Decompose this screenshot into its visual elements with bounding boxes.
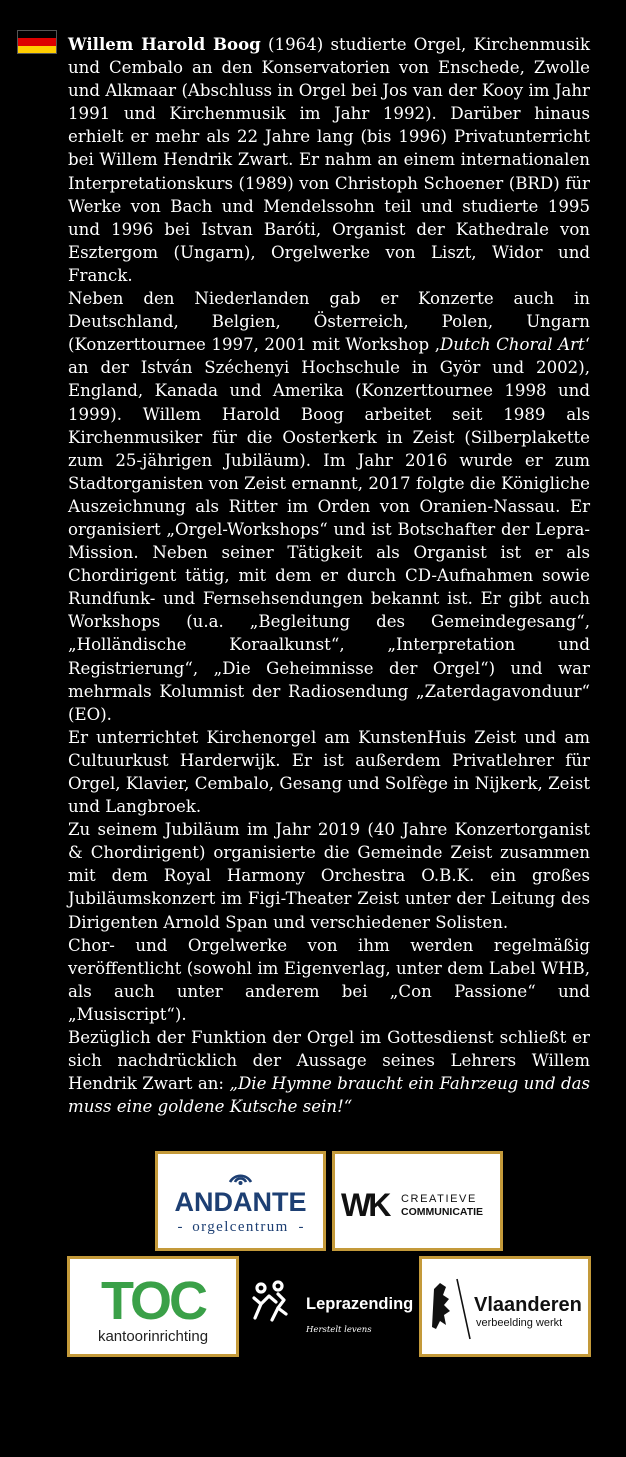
andante-logo[interactable]	[155, 1151, 326, 1251]
vlaanderen-name: Vlaanderen	[474, 1294, 582, 1316]
bio-paragraph-6: Bezüglich der Funktion der Orgel im Gottesdienst schließt er sich nachdrücklich der Aussage seines Lehrers Willem Hendrik Zwart an: „Die Hymne braucht ein Fahrzeug und das muss eine goldene Kutsche sein!“	[68, 1028, 590, 1117]
toc-logo-graphic	[70, 1259, 236, 1354]
andante-sub-dash-left: -	[177, 1219, 183, 1235]
wk-line1: CREATIEVE	[401, 1193, 477, 1205]
leprazending-figures-icon	[254, 1282, 286, 1320]
bio-paragraph-5: Chor- und Orgelwerke von ihm werden regelmäßig veröffentlicht (sowohl im Eigenverlag, unter dem Label WHB, als auch unter anderem bei „Con Passione“ und „Musiscript“).	[68, 935, 590, 1024]
flag-stripe-red	[18, 38, 56, 45]
bio-paragraph-4: Zu seinem Jubiläum im Jahr 2019 (40 Jahre Konzertorganist & Chordirigent) organisierte die Gemeinde Zeist zusammen mit dem Royal Harmony Orchestra O.B.K. ein großes Jubiläumskonzert im Figi-Theater Zeist unter der Leitung des Dirigenten Arnold Span und verschiedener Solisten.	[68, 820, 590, 932]
bio-paragraph-1: Willem Harold Boog (1964) studierte Orgel, Kirchenmusik und Cembalo an den Konservatorien von Enschede, Zwolle und Alkmaar (Abschluss in Orgel bei Jos van der Kooy im Jahr 1991 und Kirchenmusik im Jahr 1992). Darüber hinaus erhielt er mehr als 22 Jahre lang (bis 1996) Privatunterricht bei Willem Hendrik Zwart. Er nahm an einem internationalen Interpretationskurs (1989) von Christoph Schoener (BRD) für Werke von Bach und Mendelssohn teil und studierte 1995 und 1996 bei Istvan Baróti, Organist der Kathedrale von Esztergom (Ungarn), Orgelwerke von Liszt, Widor und Franck.	[68, 34, 590, 285]
toc-kantoorinrichting-logo[interactable]	[67, 1256, 239, 1357]
vlaanderen-logo[interactable]	[419, 1256, 591, 1357]
vlaanderen-divider	[457, 1279, 470, 1339]
quote: „Die Hymne braucht ein Fahrzeug und das muss eine goldene Kutsche sein!“	[68, 1074, 590, 1117]
flemish-lion-icon	[432, 1283, 450, 1329]
flag-stripe-gold	[18, 46, 56, 53]
leprazending-logo-graphic	[244, 1262, 414, 1352]
flag-stripe-black	[18, 31, 56, 38]
wk-mark: WK	[341, 1187, 389, 1223]
wk-logo-graphic	[335, 1154, 500, 1248]
bio-paragraph-2: Neben den Niederlanden gab er Konzerte auch in Deutschland, Belgien, Österreich, Polen, Ungarn (Konzerttournee 1997, 2001 mit Workshop ‚Dutch Choral Art‘ an der István Széchenyi Hochschule in Györ und 2002), England, Kanada und Amerika (Konzerttournee 1998 und 1999). Willem Harold Boog arbeitet seit 1989 als Kirchenmusiker für die Oosterkerk in Zeist (Silberplakette zum 25-jährigen Jubiläum). Im Jahr 2016 wurde er zum Stadtorganisten von Zeist ernannt, 2017 folgte die Königliche Auszeichnung als Ritter im Orden von Oranien-Nassau. Er organisiert „Orgel-Workshops“ und ist Botschafter der Lepra-Mission. Neben seiner Tätigkeit als Organist ist er als Chordirigent tätig, mit dem er durch CD-Aufnahmen sowie Rundfunk- und Fernsehsendungen bekannt ist. Er gibt auch Workshops (u.a. „Begleitung des Gemeindegesang“, „Holländische Koraalkunst“, „Interpretation und Registrierung“, „Die Geheimnisse der Orgel“) und war mehrmals Kolumnist der Radiosendung „Zaterdagavonduur“ (EO).	[68, 289, 590, 724]
vlaanderen-logo-graphic	[422, 1259, 588, 1354]
leprazending-logo[interactable]	[244, 1262, 414, 1352]
leprazending-tagline: Herstelt levens	[306, 1325, 372, 1335]
vlaanderen-tagline: verbeelding werkt	[476, 1317, 563, 1329]
biography-text	[68, 33, 590, 1118]
andante-sub-dash-right: -	[298, 1219, 304, 1235]
toc-name: TOC	[100, 1271, 206, 1331]
wk-line2: COMMUNICATIE	[401, 1206, 484, 1218]
andante-sub: orgelcentrum	[192, 1219, 289, 1235]
leprazending-name: Leprazending	[306, 1295, 414, 1313]
germany-flag-icon	[17, 30, 57, 54]
wk-creatieve-communicatie-logo[interactable]	[332, 1151, 503, 1251]
bio-paragraph-3: Er unterrichtet Kirchenorgel am KunstenHuis Zeist und am Cultuurkust Harderwijk. Er ist außerdem Privatlehrer für Orgel, Klavier, Cembalo, Gesang und Solfège in Nijkerk, Zeist und Langbroek.	[68, 727, 590, 817]
andante-logo-graphic	[158, 1154, 323, 1248]
toc-sub: kantoorinrichting	[97, 1328, 209, 1345]
bio-name: Willem Harold Boog	[68, 34, 261, 54]
andante-name: ANDANTE	[174, 1187, 307, 1217]
